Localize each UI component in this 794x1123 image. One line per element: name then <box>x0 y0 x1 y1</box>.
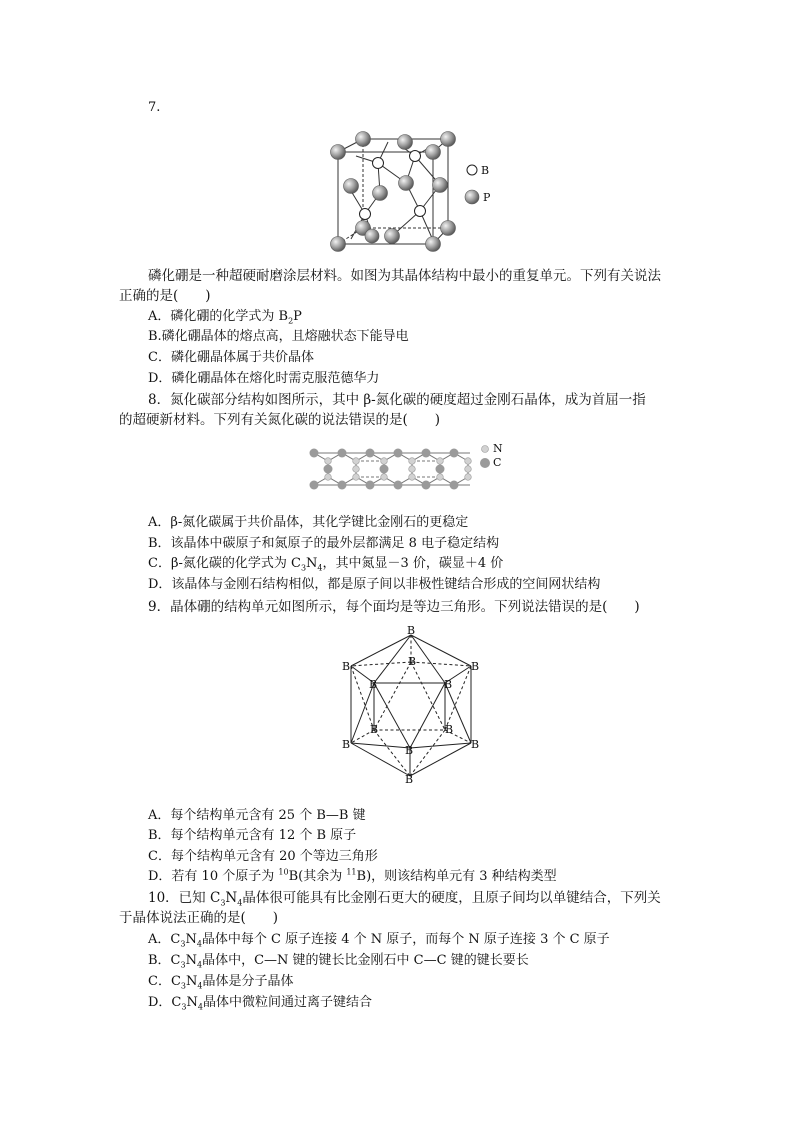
q8-option-d: D．该晶体与金刚石结构相似，都是原子间以非极性键结合形成的空间网状结构 <box>148 577 601 592</box>
q10-stem-line2: 于晶体说法正确的是( ) <box>119 910 279 926</box>
q7-option-c: C．磷化硼晶体属于共价晶体 <box>148 350 314 365</box>
atom-b-lower-left: B <box>370 723 379 736</box>
q9-option-d: D．若有 10 个原子为 $^{10}$B(其余为 $^{11}$B)，则该结构单元有 3 种结构类型 <box>148 867 557 884</box>
legend-p-label: P <box>483 191 491 204</box>
legend-c-label: C <box>493 456 502 469</box>
boron-icosahedron-figure <box>330 618 490 790</box>
q7-option-b: B.磷化硼晶体的熔点高，且熔融状态下能导电 <box>148 329 409 344</box>
q9-stem: 9．晶体硼的结构单元如图所示，每个面均是等边三角形。下列说法错误的是( ) <box>148 599 640 615</box>
q10-option-b: B．$C_3N_4$晶体中，C—N 键的键长比金刚石中 C—C 键的键长要长 <box>148 953 529 970</box>
q8-stem-line1: 8．氮化碳部分结构如图所示，其中 β-氮化碳的硬度超过金刚石晶体，成为首屈一指 <box>148 392 646 408</box>
q9-option-b: B．每个结构单元含有 12 个 B 原子 <box>148 828 357 843</box>
q10-option-c: C．$C_3N_4$晶体是分子晶体 <box>148 974 294 991</box>
legend-b-label: B <box>481 164 490 177</box>
q8-stem-line2: 的超硬新材料。下列有关氮化碳的说法错误的是( ) <box>119 412 441 428</box>
q10-option-d: D．$C_3N_4$晶体中微粒间通过离子键结合 <box>148 995 372 1012</box>
q7-number: 7. <box>148 100 161 115</box>
atom-b-bottom-right: B <box>471 738 480 751</box>
boron-phosphide-unit-cell-figure <box>328 126 508 256</box>
atom-b-upper-left: B <box>342 660 351 673</box>
q9-option-a: A．每个结构单元含有 25 个 B—B 键 <box>148 808 366 823</box>
q8-option-a: A．β-氮化碳属于共价晶体，其化学键比金刚石的更稳定 <box>148 515 469 530</box>
atom-b-bottom: B <box>405 773 414 786</box>
q10-option-a: A．$C_3N_4$晶体中每个 C 原子连接 4 个 N 原子，而每个 N 原子连接 3 个 C 原子 <box>148 932 610 949</box>
q9-option-c: C．每个结构单元含有 20 个等边三角形 <box>148 849 378 864</box>
atom-b-upper-right: B <box>471 660 480 673</box>
q10-stem-line1: 10．已知 $C_3N_4$晶体很可能具有比金刚石更大的硬度，且原子间均以单键结合，下列关 <box>148 890 661 908</box>
carbon-nitride-structure-figure <box>308 440 508 498</box>
atom-b-mid-left: B <box>369 678 378 691</box>
q7-option-d: D．磷化硼晶体在熔化时需克服范德华力 <box>148 371 380 386</box>
atom-b-top: B <box>407 624 416 637</box>
q8-option-b: B．该晶体中碳原子和氮原子的最外层都满足 8 电子稳定结构 <box>148 536 500 551</box>
atom-b-lower-center: B <box>405 744 414 757</box>
atom-b-bottom-left: B <box>342 738 351 751</box>
legend-n-label: N <box>493 442 503 455</box>
q7-stem-line1: 磷化硼是一种超硬耐磨涂层材料。如图为其晶体结构中最小的重复单元。下列有关说法 <box>148 268 661 284</box>
atom-b-upper-center: B <box>408 655 417 668</box>
q8-option-c: C．β-氮化碳的化学式为 $C_3N_4$，其中氮显－3 价，碳显＋4 价 <box>148 556 504 573</box>
atom-b-lower-right: B <box>445 723 454 736</box>
q7-option-a: A．磷化硼的化学式为 $B_2P$ <box>148 309 302 326</box>
atom-b-mid-right: B <box>444 678 453 691</box>
q7-stem-line2: 正确的是( ) <box>119 288 211 304</box>
